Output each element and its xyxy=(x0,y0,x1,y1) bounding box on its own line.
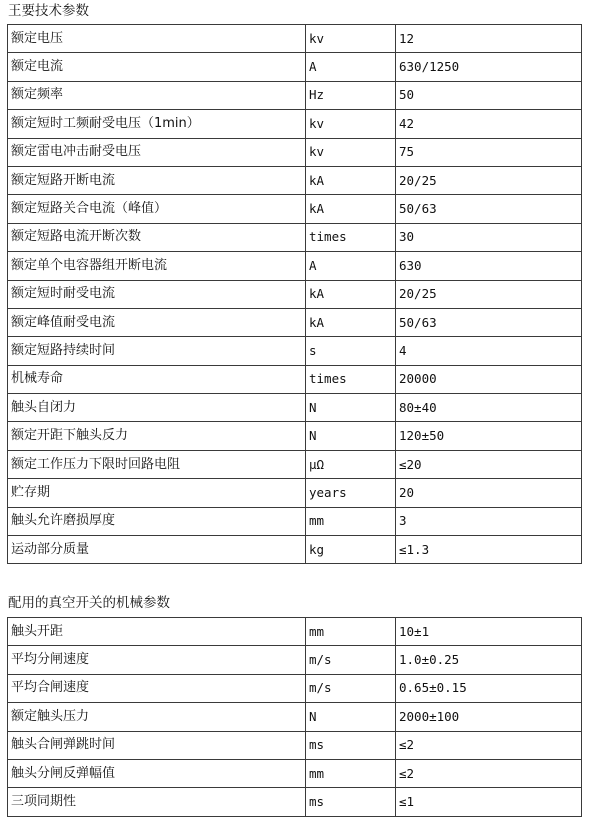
param-cell: 额定短路持续时间 xyxy=(8,337,306,365)
param-cell: 额定频率 xyxy=(8,81,306,109)
param-cell: 触头自闭力 xyxy=(8,394,306,422)
value-cell: 20/25 xyxy=(396,166,582,194)
value-cell: 50 xyxy=(396,81,582,109)
param-cell: 运动部分质量 xyxy=(8,536,306,564)
param-cell: 触头允许磨损厚度 xyxy=(8,507,306,535)
value-cell: 20/25 xyxy=(396,280,582,308)
table-row xyxy=(8,365,582,393)
value-cell: 0.65±0.15 xyxy=(396,674,582,702)
table-row xyxy=(8,394,582,422)
param-cell: 额定短路电流开断次数 xyxy=(8,223,306,251)
unit-cell: kv xyxy=(306,25,396,53)
unit-cell: m/s xyxy=(306,674,396,702)
value-cell: 20000 xyxy=(396,365,582,393)
table-row xyxy=(8,788,582,816)
unit-cell: Hz xyxy=(306,81,396,109)
param-cell: 额定开距下触头反力 xyxy=(8,422,306,450)
value-cell: ≤1 xyxy=(396,788,582,816)
value-cell: 42 xyxy=(396,110,582,138)
param-cell: 额定工作压力下限时回路电阻 xyxy=(8,450,306,478)
main-parameters-table xyxy=(7,24,582,564)
unit-cell: A xyxy=(306,53,396,81)
unit-cell: N xyxy=(306,703,396,731)
value-cell: 10±1 xyxy=(396,618,582,646)
table-row xyxy=(8,759,582,787)
param-cell: 平均分闸速度 xyxy=(8,646,306,674)
value-cell: 30 xyxy=(396,223,582,251)
unit-cell: kv xyxy=(306,138,396,166)
value-cell: 4 xyxy=(396,337,582,365)
param-cell: 额定电压 xyxy=(8,25,306,53)
main-parameters-body xyxy=(8,25,582,564)
value-cell: 2000±100 xyxy=(396,703,582,731)
value-cell: 630 xyxy=(396,252,582,280)
value-cell: 80±40 xyxy=(396,394,582,422)
table-row xyxy=(8,337,582,365)
unit-cell: ms xyxy=(306,731,396,759)
value-cell: 50/63 xyxy=(396,195,582,223)
param-cell: 额定触头压力 xyxy=(8,703,306,731)
table-row xyxy=(8,195,582,223)
unit-cell: N xyxy=(306,422,396,450)
value-cell: ≤20 xyxy=(396,450,582,478)
value-cell: 12 xyxy=(396,25,582,53)
param-cell: 触头开距 xyxy=(8,618,306,646)
param-cell: 触头分闸反弹幅值 xyxy=(8,759,306,787)
unit-cell: m/s xyxy=(306,646,396,674)
param-cell: 三项同期性 xyxy=(8,788,306,816)
unit-cell: times xyxy=(306,365,396,393)
value-cell: ≤1.3 xyxy=(396,536,582,564)
param-cell: 额定峰值耐受电流 xyxy=(8,308,306,336)
unit-cell: years xyxy=(306,479,396,507)
table-row xyxy=(8,422,582,450)
table-row xyxy=(8,479,582,507)
param-cell: 额定电流 xyxy=(8,53,306,81)
table-row xyxy=(8,252,582,280)
value-cell: 50/63 xyxy=(396,308,582,336)
param-cell: 额定短时工频耐受电压（1min） xyxy=(8,110,306,138)
param-cell: 平均合闸速度 xyxy=(8,674,306,702)
param-cell: 触头合闸弹跳时间 xyxy=(8,731,306,759)
unit-cell: mm xyxy=(306,507,396,535)
unit-cell: times xyxy=(306,223,396,251)
table-row xyxy=(8,166,582,194)
value-cell: 20 xyxy=(396,479,582,507)
param-cell: 额定短路关合电流（峰值） xyxy=(8,195,306,223)
table-row xyxy=(8,731,582,759)
table-row xyxy=(8,223,582,251)
value-cell: ≤2 xyxy=(396,759,582,787)
param-cell: 额定单个电容器组开断电流 xyxy=(8,252,306,280)
table-row xyxy=(8,25,582,53)
unit-cell: A xyxy=(306,252,396,280)
param-cell: 贮存期 xyxy=(8,479,306,507)
unit-cell: mm xyxy=(306,759,396,787)
table-row xyxy=(8,53,582,81)
table-row xyxy=(8,110,582,138)
table-row xyxy=(8,308,582,336)
mechanical-parameters-table xyxy=(7,617,582,817)
param-cell: 额定雷电冲击耐受电压 xyxy=(8,138,306,166)
value-cell: 3 xyxy=(396,507,582,535)
section-title-main-parameters: 王要技术参数 xyxy=(8,3,89,19)
unit-cell: ms xyxy=(306,788,396,816)
table-row xyxy=(8,138,582,166)
unit-cell: kA xyxy=(306,308,396,336)
section-title-mechanical-parameters: 配用的真空开关的机械参数 xyxy=(8,595,170,611)
value-cell: 75 xyxy=(396,138,582,166)
table-row xyxy=(8,674,582,702)
table-row xyxy=(8,450,582,478)
value-cell: 1.0±0.25 xyxy=(396,646,582,674)
table-row xyxy=(8,536,582,564)
unit-cell: μΩ xyxy=(306,450,396,478)
mechanical-parameters-body xyxy=(8,618,582,817)
param-cell: 机械寿命 xyxy=(8,365,306,393)
table-row xyxy=(8,81,582,109)
table-row xyxy=(8,280,582,308)
unit-cell: kv xyxy=(306,110,396,138)
value-cell: ≤2 xyxy=(396,731,582,759)
unit-cell: mm xyxy=(306,618,396,646)
unit-cell: N xyxy=(306,394,396,422)
table-row xyxy=(8,507,582,535)
unit-cell: kA xyxy=(306,166,396,194)
unit-cell: s xyxy=(306,337,396,365)
table-row xyxy=(8,703,582,731)
value-cell: 120±50 xyxy=(396,422,582,450)
unit-cell: kg xyxy=(306,536,396,564)
unit-cell: kA xyxy=(306,195,396,223)
unit-cell: kA xyxy=(306,280,396,308)
table-row xyxy=(8,618,582,646)
table-row xyxy=(8,646,582,674)
param-cell: 额定短路开断电流 xyxy=(8,166,306,194)
value-cell: 630/1250 xyxy=(396,53,582,81)
param-cell: 额定短时耐受电流 xyxy=(8,280,306,308)
